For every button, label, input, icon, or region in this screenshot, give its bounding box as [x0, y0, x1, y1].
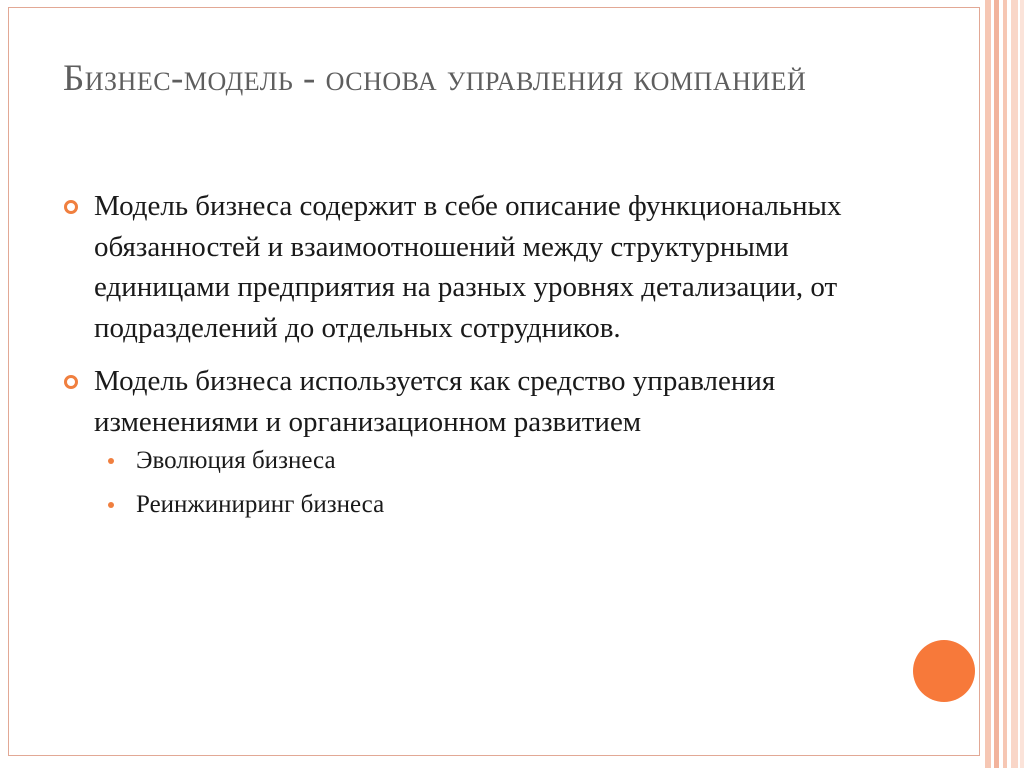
bullet-ring-icon	[64, 375, 78, 389]
bullet-list	[64, 186, 904, 534]
sub-bullet-text: Реинжиниринг бизнеса	[136, 491, 385, 518]
bullet-dot-icon	[108, 458, 114, 464]
decorative-stripe	[1003, 0, 1007, 768]
decorative-stripe	[1020, 0, 1024, 768]
slide-title: Бизнес-модель - основа управления компанией	[63, 58, 807, 99]
sub-bullet-item	[94, 489, 904, 521]
sub-bullet-list	[94, 445, 904, 521]
accent-circle	[913, 640, 975, 702]
bullet-item	[64, 361, 904, 521]
bullet-text: Модель бизнеса содержит в себе описание функциональных обязанностей и взаимоотношений между структурными единицами предприятия на разных уровнях детализации, от подразделений до отдельных сотрудников.	[94, 190, 842, 344]
decorative-stripe	[985, 0, 991, 768]
bullet-item	[64, 186, 904, 348]
decorative-stripe	[1011, 0, 1018, 768]
sub-bullet-text: Эволюция бизнеса	[136, 447, 336, 474]
decorative-stripe	[994, 0, 999, 768]
bullet-ring-icon	[64, 200, 78, 214]
bullet-dot-icon	[108, 502, 114, 508]
bullet-text: Модель бизнеса используется как средство управления изменениями и организационном развитием	[94, 365, 776, 438]
sub-bullet-item	[94, 445, 904, 477]
